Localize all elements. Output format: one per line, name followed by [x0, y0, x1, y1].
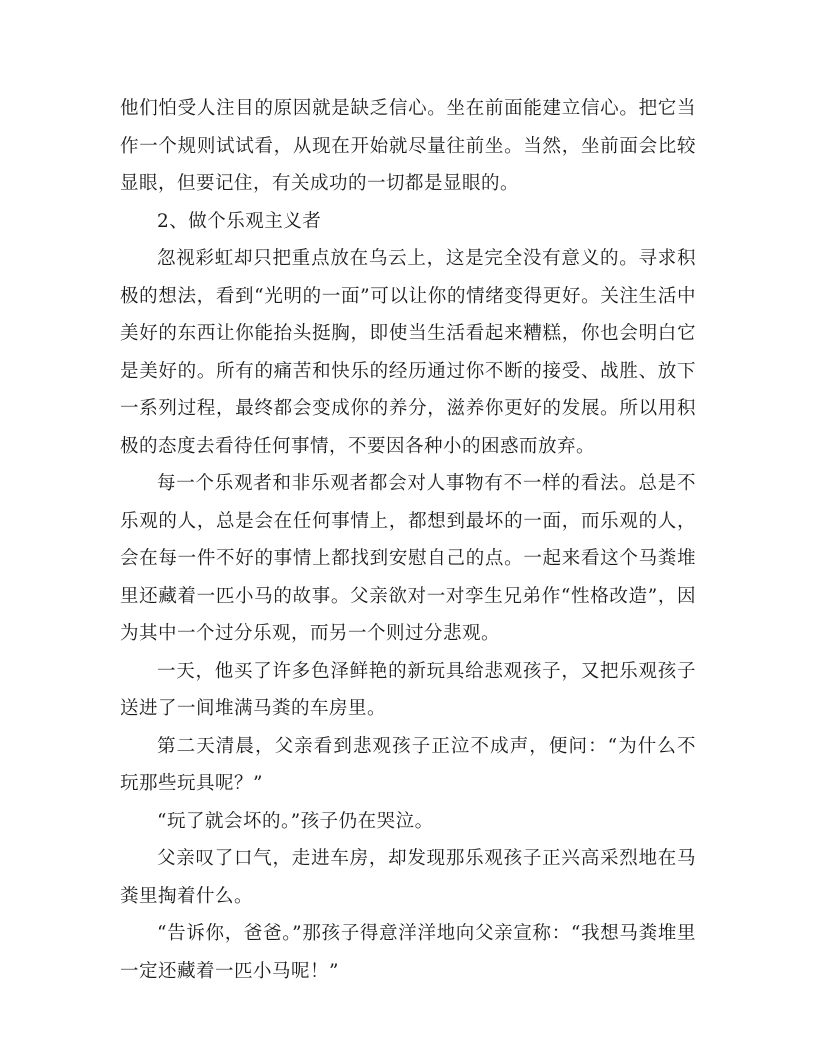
- paragraph: “告诉你，爸爸。”那孩子得意洋洋地向父亲宣称：“我想马粪堆里一定还藏着一匹小马呢！”: [120, 923, 696, 982]
- paragraph-continued: 他们怕受人注目的原因就是缺乏信心。坐在前面能建立信心。把它当作一个规则试试看，从现在开始就尽量往前坐。当然，坐前面会比较显眼，但要记住，有关成功的一切都是显眼的。: [120, 98, 696, 194]
- paragraph: “玩了就会坏的。”孩子仍在哭泣。: [157, 810, 434, 832]
- paragraph: 父亲叹了口气，走进车房，却发现那乐观孩子正兴高采烈地在马粪里掏着什么。: [120, 848, 696, 907]
- paragraph: 一天，他买了许多色泽鲜艳的新玩具给悲观孩子，又把乐观孩子送进了一间堆满马粪的车房里。: [120, 660, 696, 719]
- section-heading: 2、做个乐观主义者: [157, 210, 322, 232]
- paragraph: 每一个乐观者和非乐观者都会对人事物有不一样的看法。总是不乐观的人，总是会在任何事情上，都想到最坏的一面，而乐观的人，会在每一件不好的事情上都找到安慰自己的点。一起来看这个马粪堆里还藏着一匹小马的故事。父亲欲对一对孪生兄弟作“性格改造”，因为其中一个过分乐观，而另一个则过分悲观。: [120, 473, 696, 644]
- document-body: [120, 90, 696, 990]
- paragraph: 第二天清晨，父亲看到悲观孩子正泣不成声，便问：“为什么不玩那些玩具呢？”: [120, 735, 696, 794]
- paragraph: 忽视彩虹却只把重点放在乌云上，这是完全没有意义的。寻求积极的想法，看到“光明的一面”可以让你的情绪变得更好。关注生活中美好的东西让你能抬头挺胸，即使当生活看起来糟糕，你也会明白它是美好的。所有的痛苦和快乐的经历通过你不断的接受、战胜、放下一系列过程，最终都会变成你的养分，滋养你更好的发展。所以用积极的态度去看待任何事情，不要因各种小的困惑而放弃。: [120, 248, 696, 457]
